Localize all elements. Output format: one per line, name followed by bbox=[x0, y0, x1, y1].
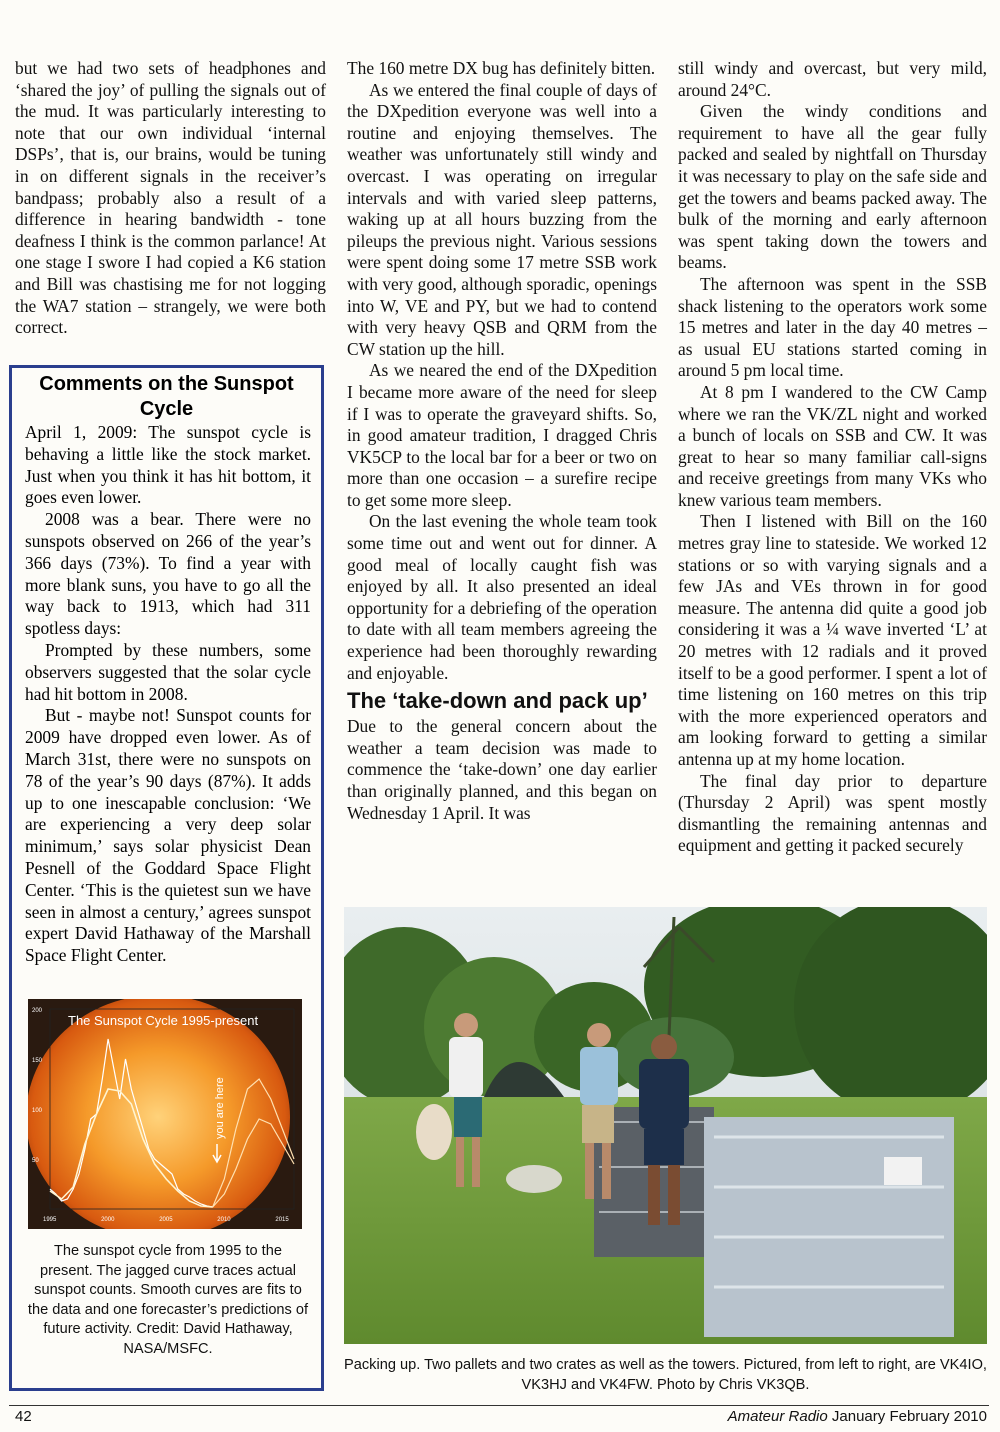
photo-bundle bbox=[506, 1165, 562, 1193]
col2-paragraph-5: Due to the general concern about the weather a team decision was made to commence the ‘take-down’ one day earlier than originally planned, and this began on Wednesday 1 April. It was bbox=[347, 716, 657, 823]
col3-paragraph-4: At 8 pm I wandered to the CW Camp where we ran the VK/ZL night and worked a bunch of locals on SSB and CW. It was great to hear so many familiar call-signs and receive greetings from many VKs who knew various team members. bbox=[678, 381, 987, 510]
sunspot-sidebar bbox=[9, 365, 324, 1391]
article-column-1 bbox=[15, 58, 326, 339]
col3-paragraph-1: still windy and overcast, but very mild, around 24°C. bbox=[678, 58, 987, 100]
col3-paragraph-5: Then I listened with Bill on the 160 metres gray line to stateside. We worked 12 stations or so with varying signals and a few JAs and VEs thrown in for good measure. The antenna did quite a good job considering it was a ¼ wave inverted ‘L’ at 20 metres with 12 radials and it proved itself to be a good performer. I spent a lot of time listening on 160 metres on this trip with the more experienced operators and am looking forward to getting a similar antenna up at my home location. bbox=[678, 511, 987, 769]
magazine-title: Amateur Radio bbox=[727, 1408, 828, 1425]
col2-paragraph-2: As we entered the final couple of days of the DXpedition everyone was well into a routine and enjoying themselves. The weather was unfortunately still windy and overcast. I was operating on irregular intervals and with varied sleep patterns, waking up at all hours buzzing from the pileups the previous night. Various sessions were spent doing some 17 metre SSB work with very good, although sporadic, openings into W, VE and PY, but we had to contend with very heavy QSB and QRM from the CW station up the hill. bbox=[347, 79, 657, 359]
x-tick-label: 2010 bbox=[217, 1217, 231, 1223]
col2-paragraph-3: As we neared the end of the DXpedition I became more aware of the need for sleep if I was to operate the graveyard shifts. So, in good amateur tradition, I dragged Chris VK5CP to the local bar for a beer or two on more than one occasion – a surefire recipe to get some more sleep. bbox=[347, 360, 657, 510]
col3-paragraph-2: Given the windy conditions and requirement to have all the gear fully packed and sealed by nightfall on Thursday it was necessary to play on the safe side and get the towers and beams packed away. The bulk of the morning and early afternoon was spent taking down the towers and beams. bbox=[678, 101, 987, 273]
packing-up-photo bbox=[344, 907, 987, 1344]
x-tick-label: 2000 bbox=[101, 1217, 115, 1223]
y-tick-label: 150 bbox=[32, 1058, 43, 1064]
sun-image bbox=[28, 999, 290, 1229]
chart-title: The Sunspot Cycle 1995-present bbox=[68, 1013, 259, 1028]
page-number: 42 bbox=[15, 1408, 32, 1425]
col2-paragraph-1: The 160 metre DX bug has definitely bitten. bbox=[347, 58, 656, 78]
sidebar-paragraph-3: Prompted by these numbers, some observers suggested that the solar cycle had hit bottom in 2008. bbox=[25, 639, 311, 704]
col2-paragraph-4: On the last evening the whole team took some time out and went out for dinner. A good meal of locally caught fish was enjoyed by all. It also presented an ideal opportunity for a debriefing of the operation to date with all team members agreeing the experience had been thoroughly rewarding and enjoyable. bbox=[347, 511, 657, 683]
photo-crate-right bbox=[704, 1117, 954, 1337]
photo-caption: Packing up. Two pallets and two crates as well as the towers. Pictured, from left to right, are VK4IO, VK3HJ and VK4FW. Photo by Chris VK3QB. bbox=[344, 1357, 987, 1393]
sidebar-title: Comments on the Sunspot Cycle bbox=[39, 373, 294, 420]
article-column-2 bbox=[347, 58, 657, 824]
sunspot-cycle-chart bbox=[28, 999, 302, 1229]
photo-bag bbox=[416, 1104, 452, 1160]
footer-rule bbox=[9, 1405, 989, 1406]
chart-caption: The sunspot cycle from 1995 to the present. The jagged curve traces actual sunspot counts. Smooth curves are fits to the data and one forecaster’s predictions of future activity. Credit: David Hathaway, NASA/MSFC. bbox=[27, 1243, 309, 1357]
article-column-3 bbox=[678, 58, 987, 857]
crate-label bbox=[884, 1157, 922, 1185]
footer-magazine-issue bbox=[728, 1408, 987, 1425]
y-tick-label: 200 bbox=[32, 1008, 43, 1014]
sidebar-body bbox=[25, 422, 311, 967]
col3-paragraph-3: The afternoon was spent in the SSB shack listening to the operators work some 15 metres and later in the day 40 metres – as usual EU stations started coming in around 5 pm local time. bbox=[678, 273, 987, 381]
issue-date: January February 2010 bbox=[831, 1408, 987, 1425]
x-tick-label: 2005 bbox=[159, 1217, 173, 1223]
sidebar-paragraph-1: April 1, 2009: The sunspot cycle is behaving a little like the stock market. Just when you think it has hit bottom, it goes even lower. bbox=[25, 422, 311, 508]
col1-paragraph-1: but we had two sets of headphones and ‘shared the joy’ of pulling the signals out of the mud. It was particularly interesting to note that our own individual ‘internal DSPs’, that is, our brains, would be tuning in on different signals in the receiver’s bandpass; probably also a result of a difference in hearing bandwidth - tone deafness I think is the common parlance! At one stage I swore I had copied a K6 station and Bill was chastising me for not logging the WA7 station – strangely, we were both correct. bbox=[15, 58, 326, 338]
x-tick-label: 1995 bbox=[43, 1217, 57, 1223]
y-tick-label: 50 bbox=[32, 1158, 39, 1164]
x-tick-label: 2015 bbox=[275, 1217, 289, 1223]
sidebar-paragraph-2: 2008 was a bear. There were no sunspots observed on 266 of the year’s 366 days (73%). To find a year with more blank suns, you have to go all the way back to 1913, which had 311 spotless days: bbox=[25, 509, 311, 639]
col3-paragraph-6: The final day prior to departure (Thursday 2 April) was spent mostly dismantling the remaining antennas and equipment and getting it packed securely bbox=[678, 770, 987, 856]
sidebar-paragraph-4: But - maybe not! Sunspot counts for 2009 have dropped even lower. As of March 31st, there were no sunspots on 78 of the year’s 90 days (87%). It adds up to one inescapable conclusion: ‘We are experiencing a very deep solar minimum,’ says solar physicist Dean Pesnell of the Goddard Space Flight Center. ‘This is the quietest sun we have seen in almost a century,’ agrees sunspot expert David Hathaway of the Marshall Space Flight Center. bbox=[25, 705, 311, 966]
y-tick-label: 100 bbox=[32, 1108, 43, 1114]
section-heading: The ‘take-down and pack up’ bbox=[347, 688, 648, 714]
you-are-here-label: you are here bbox=[214, 1077, 226, 1139]
